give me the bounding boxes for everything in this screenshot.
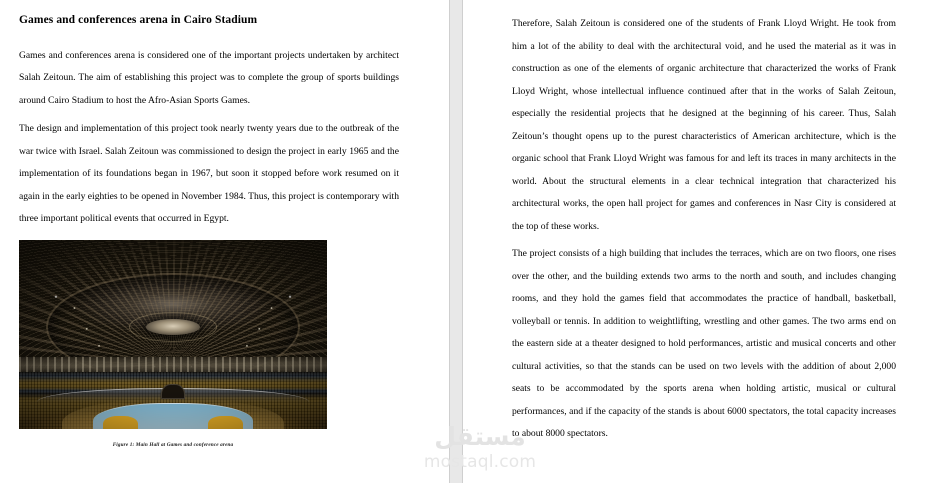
watermark-arabic-text: مستقل bbox=[434, 422, 526, 451]
figure bbox=[19, 240, 327, 448]
image-vignette bbox=[19, 240, 327, 429]
paragraph: The project consists of a high building that includes the terraces, which are on two floors, one rises over the other, and the building extends two arms to the north and south, and includes changing rooms, and they hold the games field that accommodates the practice of handball, basketball, volleyball or tennis. In addition to weightlifting, wrestling and other games. The two arms end on the eastern side at a theater designed to hold performances, artistic and musical concerts and other cultural activities, so that the stands can be used on two levels with the addition of about 2,000 seats to be accommodated by the sports arena when holding artistic, musical or cultural performances, and if the capacity of the stands is about 6000 spectators, the total capacity increases to about 8000 spectators. bbox=[512, 248, 896, 439]
paragraph: The design and implementation of this project took nearly twenty years due to the outbreak of the war twice with Israel. Salah Zeitoun was commissioned to design the project in early 1965 and the implementation of its foundations began in 1967, but soon it stopped before work resumed on it again in the early eighties to be opened in November 1984. Thus, this project is contemporary with three important political events that occurred in Egypt. bbox=[19, 123, 399, 225]
page-right bbox=[463, 0, 933, 483]
page-right-content bbox=[512, 13, 896, 451]
page-left bbox=[0, 0, 449, 483]
arena-artwork bbox=[19, 240, 327, 429]
page-gutter bbox=[449, 0, 463, 483]
page-title: Games and conferences arena in Cairo Stadium bbox=[19, 14, 258, 26]
paragraph: Games and conferences arena is considered one of the important projects undertaken by architect Salah Zeitoun. The aim of establishing this project was to complete the group of sports buildings around Cairo Stadium to host the Afro-Asian Sports Games. bbox=[19, 49, 399, 106]
watermark-domain-text: mostaql.com bbox=[423, 452, 537, 472]
paragraph: Therefore, Salah Zeitoun is considered one of the students of Frank Lloyd Wright. He took from him a lot of the ability to deal with the architectural void, and he used the material as it was in construction as one of the elements of organic architecture that characterized the works of Frank Lloyd Wright, whose intellectual influence continued after that in the works of Salah Zeitoun, especially the residential projects that he designed at the beginning of his career. Thus, Salah Zeitoun’s thought opens up to the purest characteristics of American architecture, which is the organic school that Frank Lloyd Wright was famous for and left its traces in many architects in the world. About the structural elements in a clear technical integration that characterized his architectural works, the open hall project for games and conferences in Nasr City is considered at the top of these works. bbox=[512, 18, 896, 232]
figure-caption: Figure 1: Main Hall at Games and conference arena bbox=[112, 441, 234, 448]
arena-interior-image bbox=[19, 240, 327, 429]
page-left-content bbox=[19, 13, 399, 448]
